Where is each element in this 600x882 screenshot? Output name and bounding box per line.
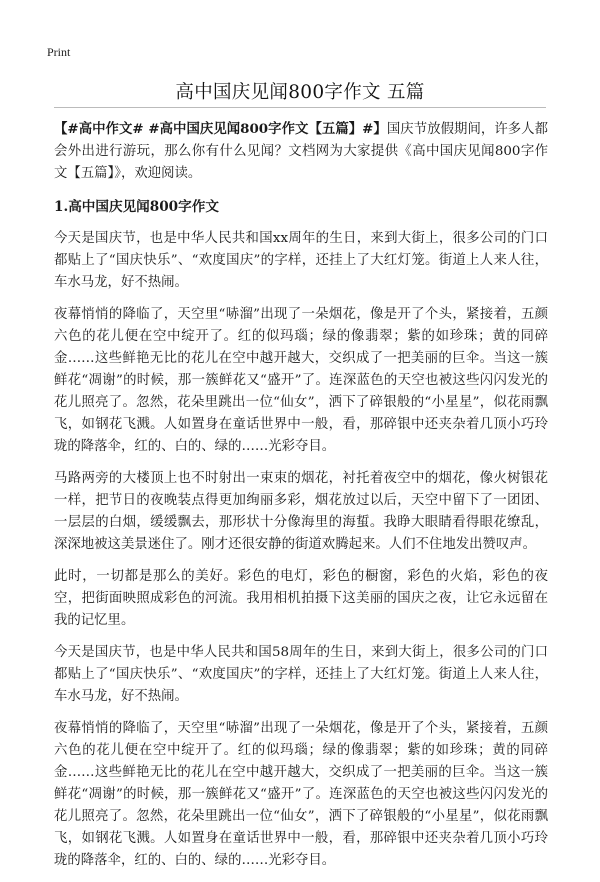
article-paragraph: 今天是国庆节，也是中华人民共和国58周年的生日，来到大街上，很多公司的门口都贴上了“国庆快乐”、“欢度国庆”的字样，还挂上了大红灯笼。街道上人来人往，车水马龙，好不热闹。 [54, 645, 548, 704]
page-title: 高中国庆见闻800字作文 五篇 [175, 82, 425, 103]
article-paragraph: 此时，一切都是那么的美好。彩色的电灯，彩色的橱窗，彩色的火焰，彩色的夜空，把街面映照成彩色的河流。我用相机拍摄下这美丽的国庆之夜，让它永远留在我的记忆里。 [54, 569, 548, 628]
article-paragraph: 今天是国庆节，也是中华人民共和国xx周年的生日，来到大街上，很多公司的门口都贴上了“国庆快乐”、“欢度国庆”的字样，还挂上了大红灯笼。街道上人来人往，车水马龙，好不热闹。 [54, 231, 548, 290]
article-paragraph: 马路两旁的大楼顶上也不时射出一束束的烟花，衬托着夜空中的烟花，像火树银花一样，把节日的夜晚装点得更加绚丽多彩，烟花放过以后，天空中留下了一团团、一层层的白烟，缓缓飘去，那形状十分像海里的海蜇。我睁大眼睛看得眼花缭乱，深深地被这美景迷住了。刚才还很安静的街道欢腾起来。人们不住地发出赞叹声。 [54, 471, 548, 552]
intro-tag: 【#高中作文# #高中国庆见闻800字作文【五篇】#】 [54, 121, 387, 137]
article-paragraph: 夜幕悄悄的降临了，天空里“哧溜”出现了一朵烟花，像是开了个头，紧接着，五颜六色的花儿便在空中绽开了。红的似玛瑙；绿的像翡翠；紫的如珍珠；黄的同碎金……这些鲜艳无比的花儿在空中越开越大，交织成了一把美丽的巨伞。当这一簇鲜花“凋谢”的时候，那一簇鲜花又“盛开”了。连深蓝色的天空也被这些闪闪发光的花儿照亮了。忽然，花朵里跳出一位“仙女”，洒下了碎银般的“小星星”，似花雨飘飞，如钢花飞溅。人如置身在童话世界中一般，看，那碎银中还夹杂着几顶小巧玲珑的降落伞，红的、白的、绿的……光彩夺目。 [54, 307, 548, 454]
print-link[interactable]: Print [47, 45, 71, 59]
title-divider [54, 107, 546, 108]
intro-paragraph [54, 118, 548, 185]
intro-text: 国庆节放假期间，许多人都会外出进行游玩，那么你有什么见闻？文档网为大家提供《高中国庆见闻800字作文【五篇】》，欢迎阅读。 [54, 122, 548, 181]
section-heading: 1.高中国庆见闻800字作文 [54, 199, 219, 215]
article-paragraph: 夜幕悄悄的降临了，天空里“哧溜”出现了一朵烟花，像是开了个头，紧接着，五颜六色的花儿便在空中绽开了。红的似玛瑙；绿的像翡翠；紫的如珍珠；黄的同碎金……这些鲜艳无比的花儿在空中越开越大，交织成了一把美丽的巨伞。当这一簇鲜花“凋谢”的时候，那一簇鲜花又“盛开”了。连深蓝色的天空也被这些闪闪发光的花儿照亮了。忽然，花朵里跳出一位“仙女”，洒下了碎银般的“小星星”，似花雨飘飞，如钢花飞溅。人如置身在童话世界中一般，看，那碎银中还夹杂着几顶小巧玲珑的降落伞，红的、白的、绿的……光彩夺目。 [54, 721, 548, 868]
article-body [54, 118, 548, 882]
